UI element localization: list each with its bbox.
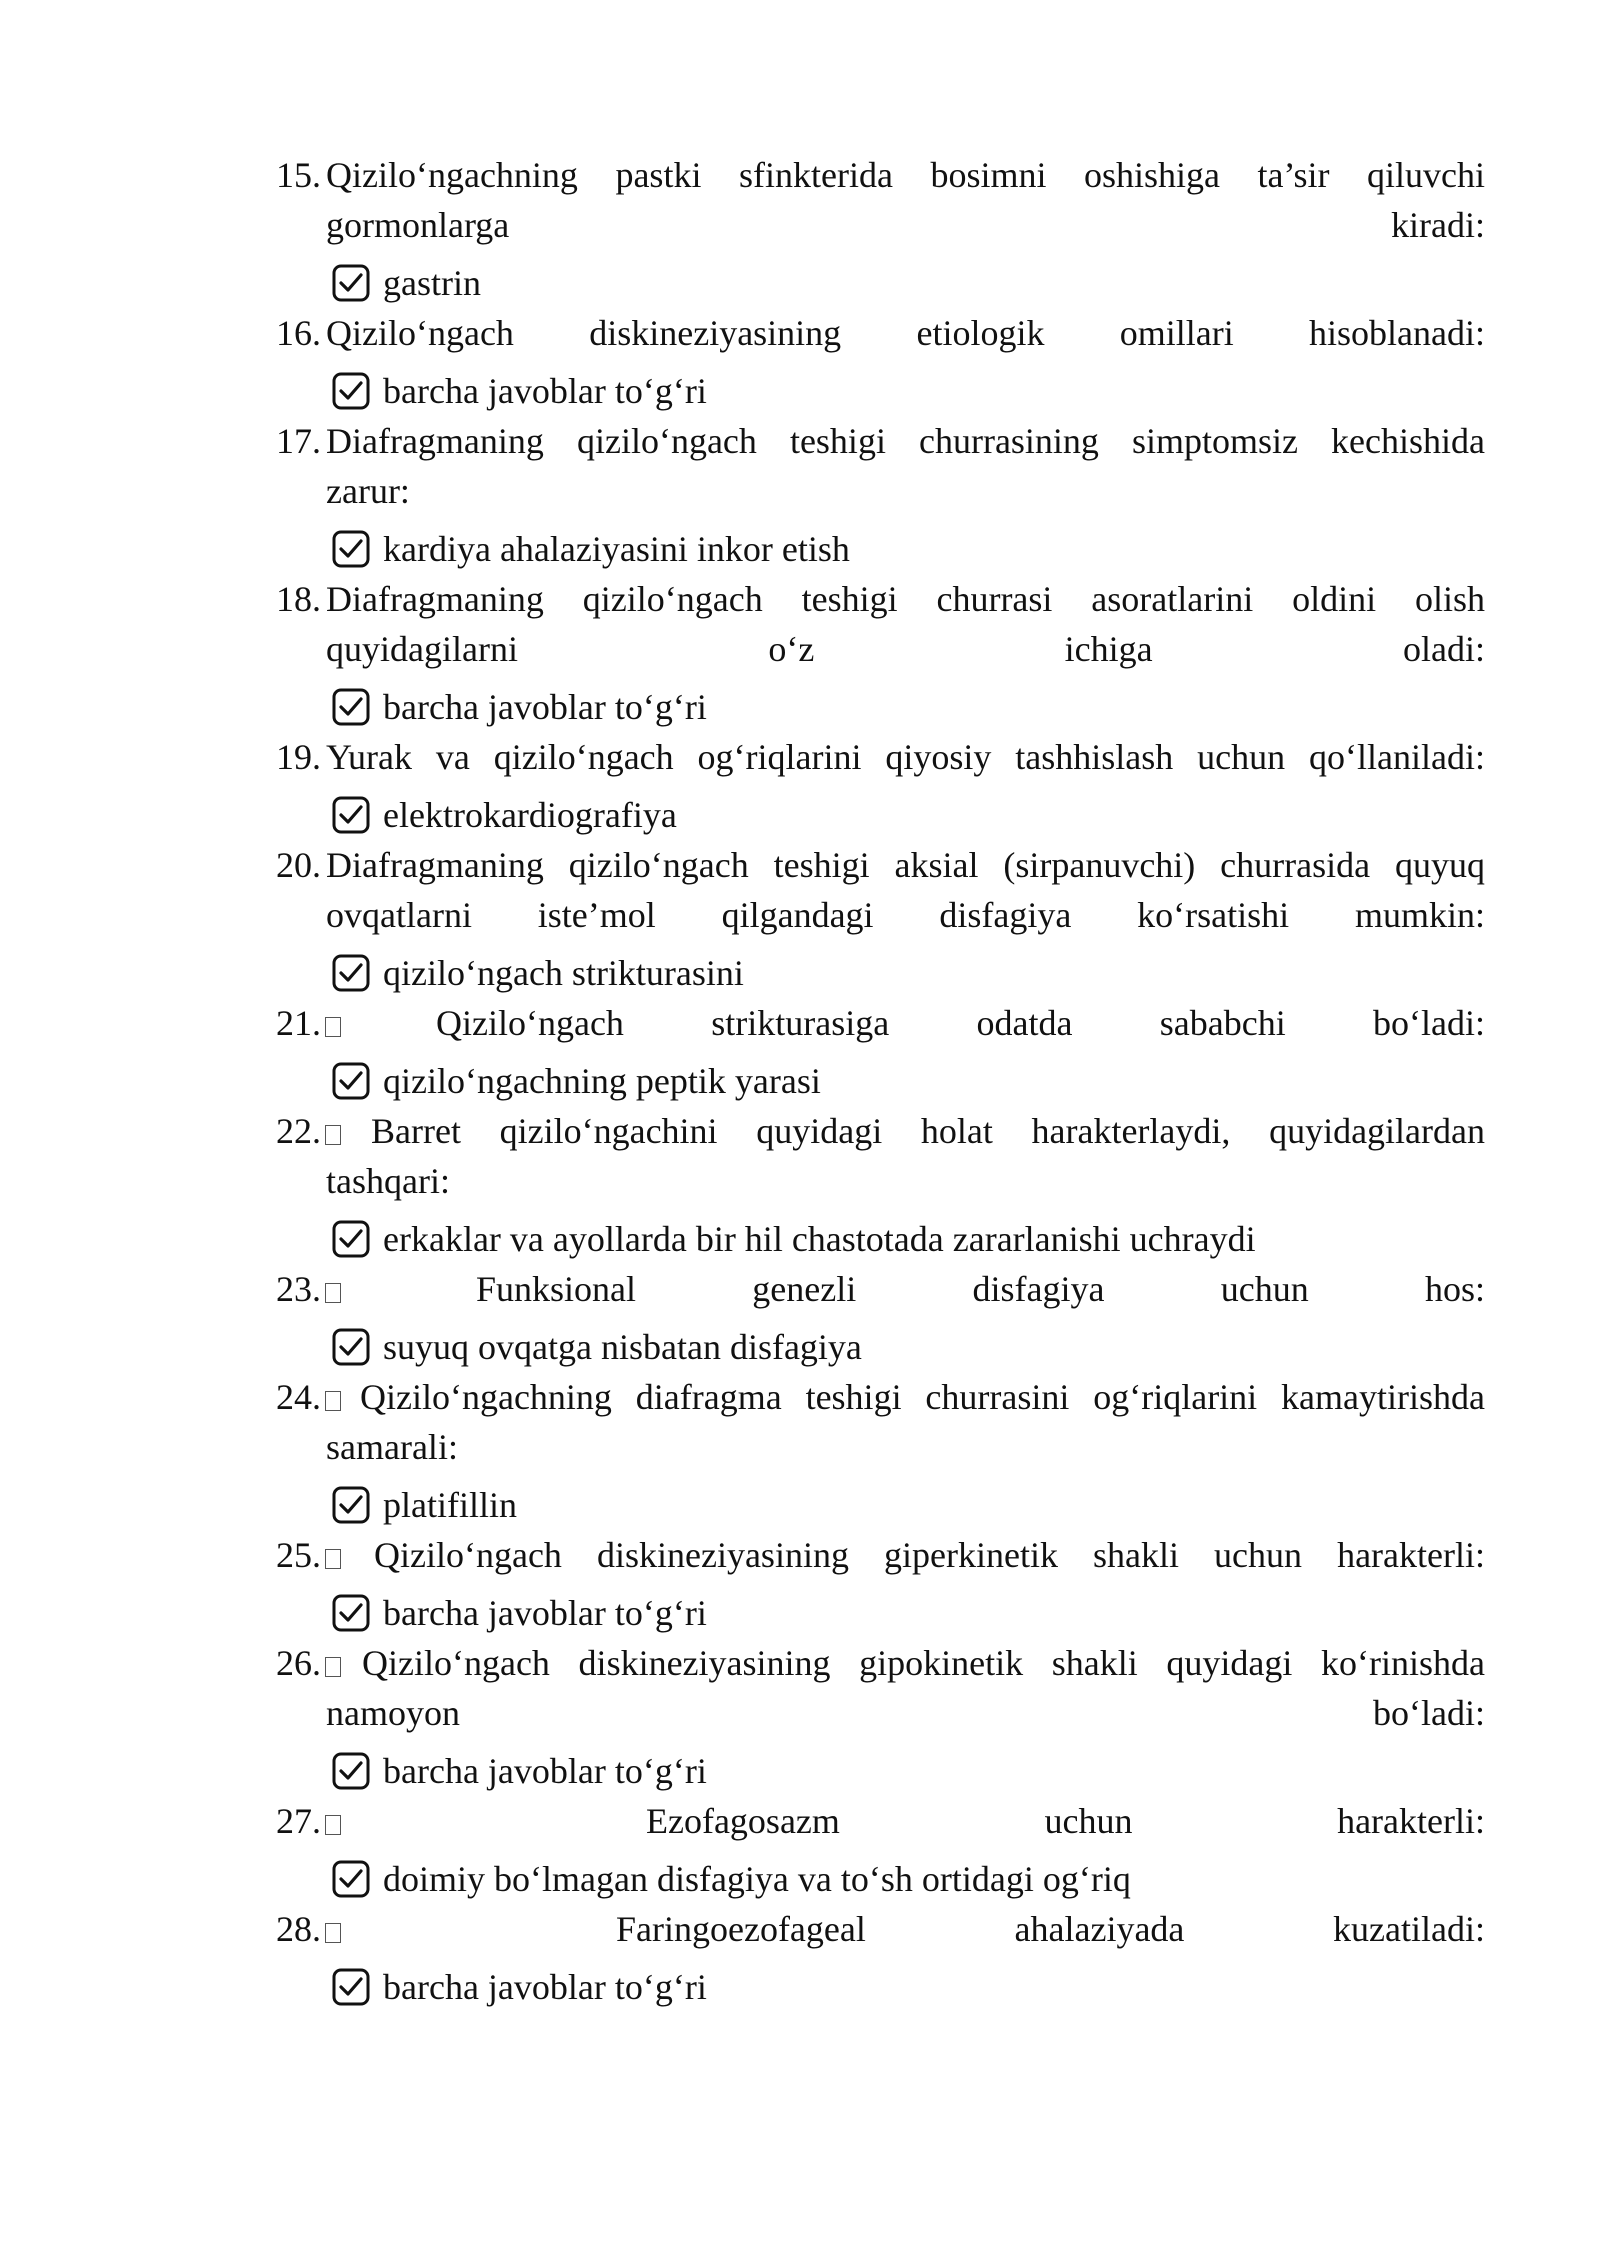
question-text-line: Diafragmaning qizilo‘ngach teshigi churrasining simptomsiz kechishida — [326, 421, 1485, 461]
checkmark — [341, 1763, 361, 1778]
question-text-line: samarali: — [326, 1427, 458, 1467]
question-number-text: 21. — [276, 1003, 321, 1043]
checkbox-frame — [334, 1862, 368, 1896]
question-text-line: Qizilo‘ngachning pastki sfinkterida bosimni oshishiga ta’sir qiluvchi — [326, 155, 1485, 195]
question-text-line: Qizilo‘ngach diskineziyasining gipokinetik shakli quyidagi ko‘rinishda — [362, 1643, 1485, 1683]
question-number-text: 27. — [276, 1801, 321, 1841]
checkbox-frame — [334, 1488, 368, 1522]
question-text-line: Barret qizilo‘ngachini quyidagi holat harakterlaydi, quyidagilardan — [371, 1111, 1485, 1151]
answer-row — [331, 948, 744, 998]
question-number — [276, 1372, 341, 1422]
checkbox-frame — [334, 1596, 368, 1630]
question-number — [276, 1796, 341, 1846]
question-text-line: Qizilo‘ngach diskineziyasining etiologik omillari hisoblanadi: — [326, 313, 1485, 353]
question-text-line: tashqari: — [326, 1161, 450, 1201]
checkmark — [341, 965, 361, 980]
answer-text: gastrin — [383, 263, 481, 303]
checkmark — [341, 1339, 361, 1354]
checkmark — [341, 1497, 361, 1512]
question-number — [276, 998, 341, 1048]
checkbox-frame — [334, 374, 368, 408]
checkmark — [341, 1979, 361, 1994]
question-number-text: 23. — [276, 1269, 321, 1309]
answer-row — [331, 682, 707, 732]
question-number — [276, 1264, 341, 1314]
answer-text: doimiy bo‘lmagan disfagiya va to‘sh ortidagi og‘riq — [383, 1859, 1131, 1899]
missing-glyph-box-icon — [325, 1815, 341, 1835]
missing-glyph-box-icon — [325, 1657, 341, 1677]
question-number — [276, 732, 321, 782]
checked-box-icon — [331, 263, 371, 303]
question-text-line: Faringoezofageal ahalaziyada kuzatiladi: — [616, 1909, 1485, 1949]
answer-text: suyuq ovqatga nisbatan disfagiya — [383, 1327, 862, 1367]
question-number-text: 26. — [276, 1643, 321, 1683]
question-text-line: Qizilo‘ngachning diafragma teshigi churrasini og‘riqlarini kamaytirishda — [360, 1377, 1485, 1417]
checked-box-icon — [331, 1859, 371, 1899]
checkbox-frame — [334, 266, 368, 300]
checkmark — [341, 807, 361, 822]
question-number-text: 24. — [276, 1377, 321, 1417]
checkbox-frame — [334, 1330, 368, 1364]
checkmark — [341, 1605, 361, 1620]
missing-glyph-box-icon — [325, 1125, 341, 1145]
answer-text: barcha javoblar to‘g‘ri — [383, 1751, 707, 1791]
checked-box-icon — [331, 1219, 371, 1259]
question-number-text: 17. — [276, 421, 321, 461]
checked-box-icon — [331, 1327, 371, 1367]
question-number — [276, 1638, 341, 1688]
checked-box-icon — [331, 529, 371, 569]
question-number — [276, 150, 321, 200]
answer-text: platifillin — [383, 1485, 517, 1525]
question-text-line: Qizilo‘ngach diskineziyasining giperkinetik shakli uchun harakterli: — [374, 1535, 1485, 1575]
checked-box-icon — [331, 1061, 371, 1101]
question-text-line: gormonlarga kiradi: — [326, 205, 1485, 245]
checkmark — [341, 1073, 361, 1088]
answer-row — [331, 258, 481, 308]
checked-box-icon — [331, 795, 371, 835]
answer-text: elektrokardiografiya — [383, 795, 677, 835]
question-text-line: zarur: — [326, 471, 410, 511]
answer-row — [331, 1962, 707, 2012]
question-number-text: 15. — [276, 155, 321, 195]
question-text-line: Funksional genezli disfagiya uchun hos: — [476, 1269, 1485, 1309]
checkmark — [341, 1231, 361, 1246]
question-number — [276, 1106, 341, 1156]
question-number — [276, 574, 321, 624]
checkbox-frame — [334, 1222, 368, 1256]
question-number-text: 25. — [276, 1535, 321, 1575]
missing-glyph-box-icon — [325, 1017, 341, 1037]
answer-row — [331, 1854, 1131, 1904]
checked-box-icon — [331, 953, 371, 993]
checked-box-icon — [331, 1593, 371, 1633]
question-text-line: ovqatlarni iste’mol qilgandagi disfagiya ko‘rsatishi mumkin: — [326, 895, 1485, 935]
checkbox-frame — [334, 690, 368, 724]
missing-glyph-box-icon — [325, 1283, 341, 1303]
answer-text: kardiya ahalaziyasini inkor etish — [383, 529, 850, 569]
checkmark — [341, 699, 361, 714]
question-text-line: Yurak va qizilo‘ngach og‘riqlarini qiyosiy tashhislash uchun qo‘llaniladi: — [326, 737, 1485, 777]
answer-row — [331, 524, 850, 574]
answer-row — [331, 1480, 517, 1530]
checkbox-frame — [334, 1754, 368, 1788]
checked-box-icon — [331, 1967, 371, 2007]
answer-row — [331, 366, 707, 416]
checked-box-icon — [331, 687, 371, 727]
question-number-text: 28. — [276, 1909, 321, 1949]
answer-text: qizilo‘ngachning peptik yarasi — [383, 1061, 821, 1101]
checkbox-frame — [334, 532, 368, 566]
question-number-text: 16. — [276, 313, 321, 353]
answer-text: barcha javoblar to‘g‘ri — [383, 1593, 707, 1633]
question-number — [276, 308, 321, 358]
answer-row — [331, 1056, 821, 1106]
checkbox-frame — [334, 798, 368, 832]
checkbox-frame — [334, 1970, 368, 2004]
answer-text: barcha javoblar to‘g‘ri — [383, 1967, 707, 2007]
question-text-line: Diafragmaning qizilo‘ngach teshigi aksial (sirpanuvchi) churrasida quyuq — [326, 845, 1485, 885]
answer-row — [331, 1214, 1256, 1264]
checked-box-icon — [331, 1751, 371, 1791]
missing-glyph-box-icon — [325, 1549, 341, 1569]
checkbox-frame — [334, 1064, 368, 1098]
question-number — [276, 840, 321, 890]
question-number-text: 20. — [276, 845, 321, 885]
answer-row — [331, 1588, 707, 1638]
answer-text: erkaklar va ayollarda bir hil chastotada zararlanishi uchraydi — [383, 1219, 1256, 1259]
question-text-line: Ezofagosazm uchun harakterli: — [646, 1801, 1485, 1841]
checkmark — [341, 1871, 361, 1886]
answer-text: qizilo‘ngach strikturasini — [383, 953, 744, 993]
question-number-text: 19. — [276, 737, 321, 777]
checkmark — [341, 541, 361, 556]
question-text-line: Diafragmaning qizilo‘ngach teshigi churrasi asoratlarini oldini olish — [326, 579, 1485, 619]
question-number-text: 22. — [276, 1111, 321, 1151]
missing-glyph-box-icon — [325, 1923, 341, 1943]
question-text-line: quyidagilarni o‘z ichiga oladi: — [326, 629, 1485, 669]
answer-text: barcha javoblar to‘g‘ri — [383, 687, 707, 727]
question-text-line: Qizilo‘ngach strikturasiga odatda sababchi bo‘ladi: — [436, 1003, 1485, 1043]
checked-box-icon — [331, 1485, 371, 1525]
checkmark — [341, 383, 361, 398]
checkmark — [341, 275, 361, 290]
answer-row — [331, 790, 677, 840]
question-number — [276, 1904, 341, 1954]
question-number — [276, 1530, 341, 1580]
answer-text: barcha javoblar to‘g‘ri — [383, 371, 707, 411]
missing-glyph-box-icon — [325, 1391, 341, 1411]
checked-box-icon — [331, 371, 371, 411]
checkbox-frame — [334, 956, 368, 990]
question-number-text: 18. — [276, 579, 321, 619]
answer-row — [331, 1322, 862, 1372]
question-text-line: namoyon bo‘ladi: — [326, 1693, 1485, 1733]
answer-row — [331, 1746, 707, 1796]
question-number — [276, 416, 321, 466]
